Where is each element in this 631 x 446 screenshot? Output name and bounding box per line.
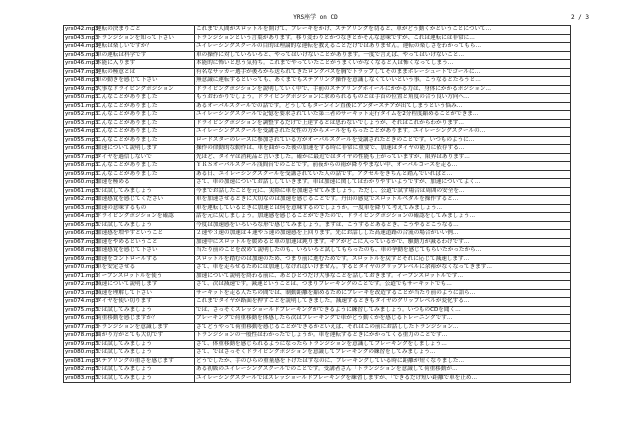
table-row <box>64 128 571 137</box>
table-row <box>64 272 571 281</box>
track-file-name: yrs083.mp3 <box>65 374 99 381</box>
track-description: 操作の律動的な動作は、車を曲がった後の加速をする時に非常に重要で、加速はタイヤの能力に依存する… <box>195 145 571 154</box>
track-title: こんなことがありました <box>95 111 195 120</box>
table-row <box>64 170 571 179</box>
track-file-name: yrs050.mp3 <box>65 94 99 100</box>
track-file-name: yrs057.mp3 <box>65 153 99 160</box>
track-title: 運転の決まりごと <box>95 26 195 35</box>
table-row <box>64 187 571 196</box>
track-title: 加速を極める <box>95 179 195 188</box>
track-description: では、さっそくスレッショールドブレーキングができるように練習してみましょう。いつものCDを聞く… <box>195 306 571 315</box>
track-file-name: yrs067.mp3 <box>65 238 99 245</box>
table-row <box>64 162 571 171</box>
table-row <box>64 255 571 264</box>
track-file-name: yrs056.mp3 <box>65 145 99 151</box>
track-file-name: yrs054.mp3 <box>65 128 99 134</box>
table-row <box>64 136 571 145</box>
track-file-name: yrs073.mp3 <box>65 289 99 296</box>
table-row <box>64 366 571 375</box>
table-row <box>64 306 571 315</box>
track-title: こんなことがありました <box>95 136 195 145</box>
track-description: 本能的に怖いと思う気持ち。これまでやっていたことがうまくいかなくなると人は怖くなってしまう… <box>195 60 571 69</box>
track-file-name: yrs051.mp3 <box>65 102 99 109</box>
track-title: 本能に入ります <box>95 60 195 69</box>
track-description: さて、車の加速についてお話ししていきます。車は加速に関してはわかりやすいようですが、加速についてよく… <box>195 179 571 188</box>
table-row <box>64 357 571 366</box>
track-file-name: yrs062.mp3 <box>65 196 99 202</box>
table-row <box>64 153 571 162</box>
table-row <box>64 51 571 60</box>
track-file-name: yrs060.mp3 <box>65 179 99 185</box>
track-title: トランジションを意識します <box>95 323 195 332</box>
track-title: 加速について説明します <box>95 145 195 154</box>
track-description: 今度は加速感をいろいろな形で感じてみましょう。まずは、こうするとあるとき、こうやるとこうなる… <box>195 221 571 230</box>
track-file-name: yrs078.mp3 <box>65 332 99 338</box>
track-file-name: yrs071.mp3 <box>65 272 99 279</box>
track-file-name: yrs068.mp3 <box>65 247 99 253</box>
track-description: ドライビングポジションを調整するだけで上達するとは思わないでしょうが、それはこれからわかります… <box>195 119 571 128</box>
track-file-name: yrs048.mp3 <box>65 77 99 83</box>
track-file-name: yrs047.mp3 <box>65 68 99 75</box>
track-title: 加速をやめるということ <box>95 238 195 247</box>
track-description: 車を運転しているときに加速とは何を意味するのでしょうか。一度車を降りて考えてみましょう… <box>195 204 571 213</box>
track-title: 加速をコントロールする <box>95 255 195 264</box>
track-description: もうおわかりでしょう。ドライビングポジションに求められるものとは手首の位置と角度の合う良い方向へ… <box>195 94 571 103</box>
track-description: 無意識に運転するといっても、あくまでもステアリング操作を意識しなくていいという事。こうなるとたろうと… <box>195 77 571 86</box>
table-row <box>64 77 571 86</box>
track-description: 当たり前のことを改めて説明したのも、いろいろと試してもらったのも、車の挙動を感じてもらいたかったから… <box>195 247 571 256</box>
table-row <box>64 34 571 43</box>
table-row <box>64 145 571 154</box>
track-description: サーキットを走る人たちの間では、制動距離を縮めるためにブレーキを改造することが当たり前のように語ら… <box>195 289 571 298</box>
track-title: では試してみましょう <box>95 306 195 315</box>
track-title: 加速の意味するもの <box>95 204 195 213</box>
track-description: ドライビングポジションを説明していく中で、手前のステアリングホイールにかかる力は、身体にかかるポジション… <box>195 85 571 94</box>
table-row <box>64 111 571 120</box>
table-row <box>64 221 571 230</box>
track-title: 荷重移動を感じますか？ <box>95 315 195 324</box>
table-row <box>64 238 571 247</box>
table-row <box>64 94 571 103</box>
track-file-name: yrs063.mp3 <box>65 204 99 211</box>
track-file-name: yrs072.mp3 <box>65 281 99 287</box>
table-row <box>64 179 571 188</box>
track-description: トランジションの一般性はわかったでしょうか。車を運転するときにかかってくる重力のことです… <box>195 332 571 341</box>
track-file-name: yrs070.mp3 <box>65 264 99 270</box>
track-file-name: yrs055.mp3 <box>65 136 99 143</box>
track-title: こんなことがありました <box>95 128 195 137</box>
table-row <box>64 119 571 128</box>
table-row <box>64 43 571 52</box>
track-title: 運転の極意とは <box>95 68 195 77</box>
track-title: 車を安定させる <box>95 264 195 273</box>
document-title: YRS座学 on CD <box>293 14 338 21</box>
track-description: 先ほど、タイヤは消耗品と言いました。確かに最近ではタイヤの性能も上がっていますが、限界はあります… <box>195 153 571 162</box>
table-row <box>64 323 571 332</box>
track-title: こんなことがありました <box>95 119 195 128</box>
track-title: 運転は楽しいですか？ <box>95 43 195 52</box>
track-description: どうでしたか、手のひらの重量感を下げたはずなのに、ブレーキングしている時に距離が短くなりました… <box>195 357 571 366</box>
track-title: こんなことがありました <box>95 102 195 111</box>
track-title: では試してみましょう <box>95 366 195 375</box>
track-file-name: yrs044.mp3 <box>65 43 99 49</box>
track-description: これまでタイヤが路面を押すことを説明してきました。減速するときもタイヤのグリップレベルが変化する… <box>195 298 571 307</box>
track-description: ブレーキングで荷重移動を体感したら次はブレーキングで車がどう動くかを感じるトレーニングです… <box>195 315 571 324</box>
table-row <box>64 247 571 256</box>
track-title: こんなことがありました <box>95 94 195 103</box>
track-file-name: yrs052.mp3 <box>65 111 99 117</box>
track-title: ステアリングの重さを感じます <box>95 357 195 366</box>
track-file-name: yrs042.mp3 <box>65 26 99 32</box>
table-row <box>64 340 571 349</box>
track-file-name: yrs058.mp3 <box>65 162 99 168</box>
track-file-name: yrs076.mp3 <box>65 315 99 321</box>
track-title: 車の動きを感じて下さい <box>95 77 195 86</box>
table-row <box>64 315 571 324</box>
track-file-name: yrs081.mp3 <box>65 357 99 364</box>
track-description: ある日、ユイレーシングスクールを受講されていた人の話です。アクセルをきちんと踏んでいればと… <box>195 170 571 179</box>
track-title: 減速について説明します <box>95 281 195 290</box>
track-title: では試してみましょう <box>95 374 195 383</box>
track-description: 車の操作に対していろいろと、やってはいけないことがあります。一度で言えば、やってはいけないこと… <box>195 51 571 60</box>
track-description: 加速中にスロットルを緩めると車の加速は鈍ります。ギアがどこに入っているかで、駆動力が減るわけです… <box>195 238 571 247</box>
track-description: さて、車を走らせるためには加速しなければいけません。するとタイヤのグリップレベルに余裕がなくなってきます… <box>195 264 571 273</box>
track-description: これまで人間がスロットルを開けて、ブレーキをかけ、ステアリングを切ると、車がどう動くかということについて… <box>195 26 571 35</box>
track-file-name: yrs045.mp3 <box>65 51 99 58</box>
track-description: 有名なサッカー選手が後ろから送られてきたロングパスを胸でトラップしてそのままボレーシュートでゴールに… <box>195 68 571 77</box>
track-description: 加速について説明を終わる前に、あとひとつだけ大事なことを話しておきます。イーブンスロットルです… <box>195 272 571 281</box>
track-file-name: yrs074.mp3 <box>65 298 99 304</box>
table-row <box>64 289 571 298</box>
track-title: 加速感覚を感じて下さい <box>95 247 195 256</box>
track-title: 加速感覚を感じてください <box>95 196 195 205</box>
track-title: 大事なドライビングポジション <box>95 85 195 94</box>
track-file-name: yrs046.mp3 <box>65 60 99 66</box>
track-title: トランジションを知って下さい <box>95 34 195 43</box>
track-list-body <box>64 26 571 383</box>
track-description: さて、ではさっそくドライビングポジションを意識してブレーキングの練習をしてみましょう… <box>195 349 571 358</box>
track-title: こんなことがありました <box>95 162 195 171</box>
page-header <box>0 12 631 24</box>
track-title: 減速を理解して下さい <box>95 289 195 298</box>
table-row <box>64 68 571 77</box>
track-title: では試してみましょう <box>95 187 195 196</box>
table-row <box>64 102 571 111</box>
track-description: ユイレーシングスクールではスレッショールドブレーキングを練習しますが、「できるだけ短い距離で車を止め… <box>195 374 571 383</box>
track-file-name: yrs082.mp3 <box>65 366 99 372</box>
track-description: さて、次は減速です。減速ということは、つまりブレーキングのことです。公道でもサーキットでも… <box>195 281 571 290</box>
track-title: 曲がり方がとても大切です <box>95 332 195 341</box>
track-file-name: yrs069.mp3 <box>65 255 99 262</box>
table-row <box>64 213 571 222</box>
table-row <box>64 332 571 341</box>
track-file-name: yrs080.mp3 <box>65 349 99 355</box>
track-title: では試してみましょう <box>95 221 195 230</box>
track-file-name: yrs049.mp3 <box>65 85 99 92</box>
table-row <box>64 204 571 213</box>
track-title: イーブンスロットルを使う <box>95 272 195 281</box>
table-row <box>64 60 571 69</box>
track-title: ドライビングポジションを確認 <box>95 213 195 222</box>
track-list-table <box>63 25 571 383</box>
track-description: ＹＲＳオーバルスクール浅間台でのことです。前夜からの雨が降りやまない中、オーバルコースを走る… <box>195 162 571 171</box>
table-row <box>64 349 571 358</box>
track-title: 加速感を増やすということ <box>95 230 195 239</box>
track-file-name: yrs059.mp3 <box>65 170 99 177</box>
track-title: タイヤを過信しないで <box>95 153 195 162</box>
track-file-name: yrs053.mp3 <box>65 119 99 126</box>
track-file-name: yrs064.mp3 <box>65 213 99 219</box>
track-description: ユイレーシングスクールで記憶を要求されていた第三者のサーキット走行タイムを2分程度縮めることができま… <box>195 111 571 120</box>
track-file-name: yrs075.mp3 <box>65 306 99 313</box>
track-file-name: yrs066.mp3 <box>65 230 99 236</box>
track-description: ２速や３速の加速は４速や５速の加速感を上回ります。先にお話しした高速道路の合流の場合がいい例… <box>195 230 571 239</box>
track-file-name: yrs077.mp3 <box>65 323 99 330</box>
track-file-name: yrs043.mp3 <box>65 34 99 41</box>
table-row <box>64 230 571 239</box>
track-title: タイヤを使い切ります <box>95 298 195 307</box>
track-description: ロードスターのレースに参加されている方がオーバルスクールを受講されたときのことです。いつものように… <box>195 136 571 145</box>
table-row <box>64 374 571 383</box>
track-file-name: yrs065.mp3 <box>65 221 99 228</box>
track-file-name: yrs079.mp3 <box>65 340 99 347</box>
page-number: 2 / 3 <box>570 14 589 21</box>
track-description: ユイレーシングスクールを受講された女性の方からメールをもらったことがあります。ユイレーシングスクールの… <box>195 128 571 137</box>
table-row <box>64 264 571 273</box>
track-title: では試してみましょう <box>95 349 195 358</box>
track-file-name: yrs061.mp3 <box>65 187 99 194</box>
table-row <box>64 26 571 35</box>
track-description: 話を元に戻しましょう。加速感を感じることができたので、ドライビングポジションの確認をしてみましょう… <box>195 213 571 222</box>
track-description: スロットルを踏むのは加速のため、つまり前に進むためです。スロットルを戻すとそれに応じて減速します… <box>195 255 571 264</box>
track-description: ユイレーシングスクールの目的は理論的な運転を教えることだけではありません。運転の楽しさをわかってもら… <box>195 43 571 52</box>
table-row <box>64 85 571 94</box>
track-description: さてどうやって荷重移動を感じることができるかといえば、それはこの前にお話ししたトランジション… <box>195 323 571 332</box>
table-row <box>64 196 571 205</box>
track-description: あるオーバルスクールでの話です。どうしてもターンイン直後にアンダーステアが出てしまうという悩み… <box>195 102 571 111</box>
track-description: トランジションという言葉があります。移り変わりとかつなぎとかそんな意味ですが、これは運転には非常に… <box>195 34 571 43</box>
track-title: では試してみましょう <box>95 340 195 349</box>
track-description: さて、体重移動を感じられるようになったらトランジションを意識してブレーキングをしましょう… <box>195 340 571 349</box>
track-description: 今までお話したことを元に、実際に車を加速させてみましょう。ただし、公道で試す場合は周囲の安全を… <box>195 187 571 196</box>
track-description: 車を加速させるときに大切なのは加速を感じることです。丹田の感覚でスロットルペダルを操作すると… <box>195 196 571 205</box>
track-description: ある初級のユイレーシングスクールでのことです。受講者さん「トランジションを意識して荷重移動が… <box>195 366 571 375</box>
table-row <box>64 281 571 290</box>
track-title: 車の運転は科学です <box>95 51 195 60</box>
track-title: こんなことがありました <box>95 170 195 179</box>
table-row <box>64 298 571 307</box>
